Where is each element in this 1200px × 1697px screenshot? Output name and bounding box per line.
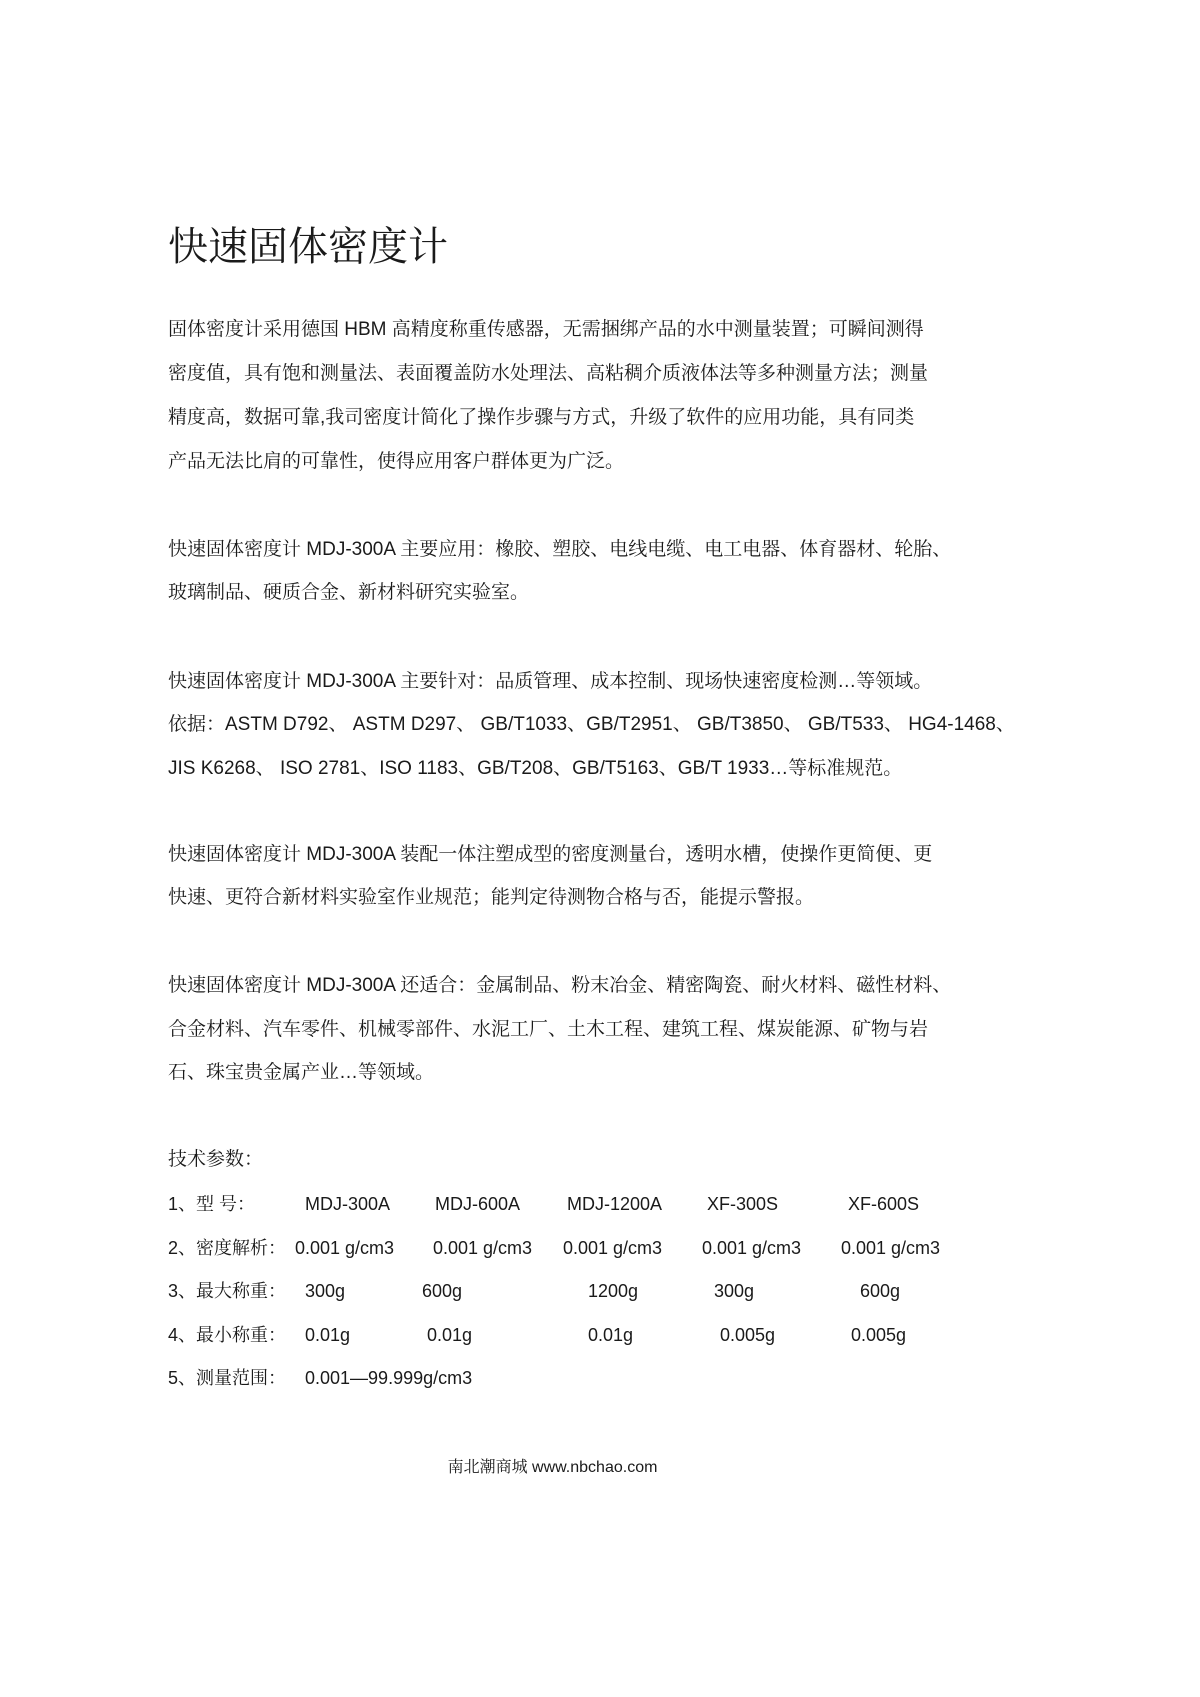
spec-label: 5、测量范围： <box>168 1368 287 1388</box>
spec-value: 1200g <box>588 1281 639 1301</box>
spec-value: MDJ-1200A <box>567 1194 663 1214</box>
spec-value: 0.005g <box>720 1325 776 1345</box>
spec-value: 0.001 g/cm3 <box>563 1238 663 1258</box>
spec-value: 0.005g <box>851 1325 907 1345</box>
spec-value: 0.001 g/cm3 <box>702 1238 802 1258</box>
text-line: JIS K6268、 ISO 2781、ISO 1183、GB/T208、GB/T5163、GB/T 1933…等标准规范。 <box>168 758 903 779</box>
text-line: 合金材料、汽车零件、机械零部件、水泥工厂、土木工程、建筑工程、煤炭能源、矿物与岩 <box>168 1019 929 1040</box>
spec-value: 0.01g <box>588 1325 634 1345</box>
text-line: 快速、更符合新材料实验室作业规范；能判定待测物合格与否，能提示警报。 <box>168 887 815 908</box>
spec-label: 3、最大称重： <box>168 1281 287 1301</box>
text-line: 玻璃制品、硬质合金、新材料研究实验室。 <box>168 582 530 603</box>
spec-value: 600g <box>422 1281 463 1301</box>
text-line: 石、珠宝贵金属产业…等领域。 <box>168 1062 435 1083</box>
text-line: 精度高，数据可靠,我司密度计简化了操作步骤与方式，升级了软件的应用功能，具有同类 <box>168 407 915 428</box>
spec-value: 0.01g <box>305 1325 351 1345</box>
spec-value: 300g <box>305 1281 346 1301</box>
spec-value: 0.01g <box>427 1325 473 1345</box>
spec-value: 300g <box>714 1281 755 1301</box>
footer: 南北潮商城 www.nbchao.com <box>447 1459 658 1476</box>
text-line: 快速固体密度计 MDJ-300A 主要应用：橡胶、塑胶、电线电缆、电工电器、体育器材、轮胎、 <box>168 539 952 560</box>
text-line: 密度值，具有饱和测量法、表面覆盖防水处理法、高粘稠介质液体法等多种测量方法；测量 <box>168 363 929 384</box>
text-line: 快速固体密度计 MDJ-300A 装配一体注塑成型的密度测量台，透明水槽，使操作更简便、更 <box>168 844 933 865</box>
specs-heading: 技术参数： <box>168 1149 264 1170</box>
text-line: 依据：ASTM D792、 ASTM D297、 GB/T1033、GB/T2951、 GB/T3850、 GB/T533、 HG4-1468、 <box>168 714 1015 735</box>
text-line: 产品无法比肩的可靠性，使得应用客户群体更为广泛。 <box>168 451 625 472</box>
text-line: 固体密度计采用德国 HBM 高精度称重传感器，无需捆绑产品的水中测量装置；可瞬间测得 <box>168 319 924 340</box>
spec-value: 0.001 g/cm3 <box>295 1238 395 1258</box>
spec-value: XF-300S <box>707 1194 779 1214</box>
spec-label: 2、密度解析： <box>168 1238 287 1258</box>
spec-value: 0.001 g/cm3 <box>841 1238 941 1258</box>
spec-label: 4、最小称重： <box>168 1325 287 1345</box>
spec-value: MDJ-600A <box>435 1194 521 1214</box>
spec-value: 0.001 g/cm3 <box>433 1238 533 1258</box>
text-line: 快速固体密度计 MDJ-300A 还适合：金属制品、粉末冶金、精密陶瓷、耐火材料、磁性材料、 <box>168 975 952 996</box>
text-line: 快速固体密度计 MDJ-300A 主要针对：品质管理、成本控制、现场快速密度检测…等领域。 <box>168 671 933 692</box>
spec-value: 600g <box>860 1281 901 1301</box>
spec-value: XF-600S <box>848 1194 920 1214</box>
spec-label: 1、型 号： <box>168 1194 256 1214</box>
spec-value: MDJ-300A <box>305 1194 391 1214</box>
page-title: 快速固体密度计 <box>168 224 448 270</box>
spec-value: 0.001—99.999g/cm3 <box>305 1368 473 1388</box>
